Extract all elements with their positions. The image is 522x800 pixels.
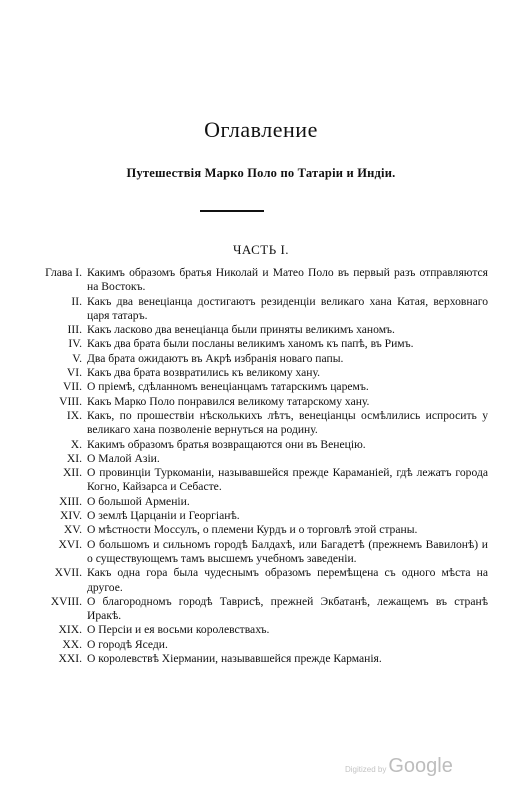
toc-entry (33, 295, 488, 324)
toc-entry (33, 652, 488, 666)
chapter-title: Какъ одна гора была чудеснымъ образомъ перемѣщена съ одного мѣста на другое. (87, 566, 488, 594)
toc-entry (33, 509, 488, 523)
chapter-label: XII. (63, 466, 82, 480)
chapter-label: XVII. (54, 566, 82, 580)
chapter-label: VII. (63, 380, 82, 394)
chapter-label: XIV. (59, 509, 82, 523)
chapter-title: Какимъ образомъ братья Николай и Матео Поло въ первый разъ отправляются на Востокъ. (87, 266, 488, 294)
chapter-label: III. (67, 323, 82, 337)
chapter-title: О большой Арменіи. (87, 494, 190, 508)
chapter-label: XIX. (58, 623, 82, 637)
book-subtitle: Путешествія Марко Поло по Татаріи и Индіи. (126, 166, 396, 180)
toc-entry (33, 395, 488, 409)
chapter-title: О королевствѣ Хіермании, называвшейся прежде Карманія. (87, 652, 382, 666)
chapter-label: VI. (66, 366, 82, 380)
chapter-label: XIII. (59, 494, 82, 508)
chapter-label: XXI. (58, 652, 82, 666)
chapter-title: О городѣ Яседи. (87, 637, 168, 651)
divider-rule (200, 210, 264, 212)
chapter-label: XX. (62, 637, 82, 651)
chapter-label: V. (72, 351, 82, 365)
chapter-title: Какъ, по прошествіи нѣсколькихъ лѣтъ, венеціанцы осмѣлились испросить у великаго хана позволеніе вернуться на родину. (87, 408, 488, 437)
chapter-title: Какъ ласково два венеціанца были приняты великимъ ханомъ. (87, 323, 395, 337)
toc-entry (33, 380, 488, 394)
toc-entry (33, 409, 488, 438)
toc-entry (33, 323, 488, 337)
chapter-label: X. (70, 437, 82, 451)
toc-entry (33, 452, 488, 466)
toc-entry (33, 566, 488, 595)
chapter-title: О мѣстности Моссулъ, о племени Курдъ и о торговлѣ этой страны. (87, 523, 418, 537)
table-of-contents (33, 266, 488, 666)
watermark-prefix: Digitized by (345, 765, 387, 774)
toc-entry (33, 366, 488, 380)
chapter-title: Какъ Марко Поло понравился великому татарскому хану. (87, 394, 370, 408)
toc-entry (33, 638, 488, 652)
chapter-label: Глава I. (45, 266, 82, 279)
chapter-title: О провинціи Туркоманіи, называвшейся прежде Караманіей, гдѣ лежатъ города Когно, Кайзарса и Себасте. (87, 466, 488, 494)
toc-entry (33, 352, 488, 366)
chapter-title: Какъ два брата были посланы великимъ ханомъ къ папѣ, въ Римъ. (87, 337, 414, 351)
google-logo: Google (388, 755, 453, 777)
chapter-label: XI. (66, 451, 82, 465)
chapter-label: VIII. (59, 394, 82, 408)
toc-entry (33, 337, 488, 351)
toc-entry (33, 466, 488, 495)
chapter-label: IX. (66, 408, 82, 422)
toc-entry (33, 595, 488, 624)
page-title: Оглавление (204, 117, 318, 142)
toc-entry (33, 538, 488, 567)
chapter-title: О большомъ и сильномъ городѣ Балдахѣ, или Багадетѣ (прежнемъ Вавилонѣ) и о существующемъ тамъ высшемъ учебномъ заведеніи. (87, 537, 488, 565)
chapter-label: XVI. (58, 537, 82, 551)
toc-entry (33, 523, 488, 537)
chapter-title: Два брата ожидаютъ въ Акрѣ избранія новаго папы. (87, 351, 344, 365)
part-heading: ЧАСТЬ I. (232, 242, 290, 257)
chapter-title: Какъ два брата возвратились къ великому хану. (87, 366, 321, 380)
chapter-label: XV. (63, 523, 82, 537)
chapter-title: О Малой Азіи. (87, 451, 160, 465)
toc-entry (33, 495, 488, 509)
chapter-title: О пріемѣ, сдѣланномъ венеціанцамъ татарскимъ царемъ. (87, 380, 369, 394)
chapter-label: IV. (68, 337, 82, 351)
chapter-title: О Персіи и ея восьми королевствахъ. (87, 623, 270, 637)
chapter-title: О землѣ Царцаніи и Георгіанѣ. (87, 509, 240, 523)
google-watermark (345, 755, 453, 778)
chapter-title: О благородномъ городѣ Таврисѣ, прежней Экбатанѣ, лежащемъ въ странѣ Иракѣ. (87, 594, 488, 623)
toc-entry (33, 623, 488, 637)
toc-entry (33, 266, 488, 295)
chapter-title: Какимъ образомъ братья возвращаются они въ Венецію. (87, 437, 366, 451)
chapter-label: II. (71, 294, 82, 308)
chapter-title: Какъ два венеціанца достигаютъ резиденціи великаго хана Катая, верховнаго царя татаръ. (87, 294, 488, 322)
toc-entry (33, 438, 488, 452)
chapter-label: XVIII. (50, 594, 82, 608)
